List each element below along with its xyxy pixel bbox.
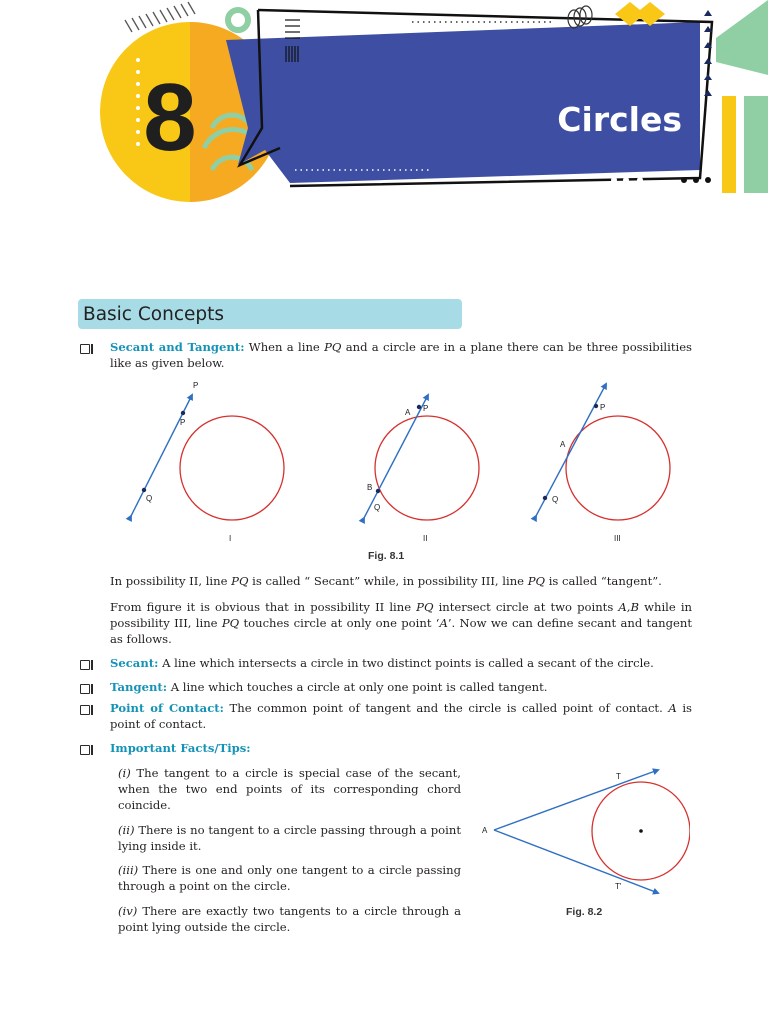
label-p-3: P (600, 403, 606, 412)
rings-icon (568, 6, 592, 28)
yellow-bar (722, 96, 736, 193)
label-t: T (616, 772, 621, 781)
circle-1 (180, 416, 284, 520)
bullet-box-icon (80, 745, 90, 755)
label-p-2: P (423, 404, 429, 413)
figure-8-1-caption: Fig. 8.1 (368, 550, 405, 562)
panel-label-1: I (229, 534, 232, 543)
label-a-fig2: A (482, 826, 488, 835)
bullet-box-icon (80, 344, 90, 354)
green-corner-shape (716, 0, 768, 75)
panel-label-2: II (423, 534, 428, 543)
fact-item: (ii) There is no tangent to a circle passing through a point lying inside it. (118, 823, 461, 853)
figure-8-2-caption: Fig. 8.2 (566, 906, 603, 918)
label-b-2: B (367, 483, 373, 492)
point-p-3 (594, 404, 598, 408)
figure-panel-3 (536, 384, 670, 543)
chapter-title: Circles (557, 100, 682, 139)
center-point (639, 829, 643, 833)
bullet-box-icon (80, 660, 90, 670)
green-bar (744, 96, 768, 193)
paragraph-possibility: In possibility II, line PQ is called “ Secant” while, in possibility III, line PQ is called “tangent”. (110, 574, 662, 588)
green-ring (228, 10, 248, 30)
point-p-1 (181, 411, 185, 415)
bullet-box-icon (80, 705, 90, 715)
paragraph-explanation: From figure it is obvious that in possibility II line PQ intersect circle at two points A,B while in possibility III, line PQ touches circle at only one point ‘A’. Now we can define secant and tangent as follows. (110, 600, 693, 646)
label-q-2: Q (374, 503, 381, 512)
figure-panel-2 (364, 395, 479, 543)
point-q-2 (376, 489, 380, 493)
secant-tangent-term: Secant and Tangent: (110, 340, 245, 354)
circle-3 (566, 416, 670, 520)
figure-panel-1 (131, 381, 284, 543)
label-t-prime: T' (615, 882, 622, 891)
bullet-box-icon (80, 684, 90, 694)
line-pq-2 (364, 395, 428, 518)
intro-paragraph: Secant and Tangent: When a line PQ and a circle are in a plane there can be three possibilities like as given below. (110, 340, 693, 370)
tangent-line-lower (494, 830, 658, 893)
facts-heading: Important Facts/Tips: (110, 741, 251, 755)
label-q-3: Q (552, 495, 559, 504)
panel-label-3: III (614, 534, 621, 543)
point-q-1 (142, 488, 146, 492)
definition-secant: Secant: A line which intersects a circle in two distinct points is called a secant of the circle. (110, 656, 654, 670)
label-a-3: A (560, 440, 566, 449)
figure-8-2 (470, 762, 690, 912)
fact-item: (i) The tangent to a circle is special case of the secant, when the two end points of its corresponding chord coincide. (118, 766, 461, 812)
point-p-2 (417, 405, 421, 409)
definition-point-of-contact: Point of Contact: The common point of tangent and the circle is called point of contact. A is point of contact. (110, 701, 693, 731)
fact-item: (iv) There are exactly two tangents to a circle through a point lying outside the circle. (118, 904, 461, 934)
figure-8-1 (110, 378, 710, 564)
point-q-3 (543, 496, 547, 500)
label-p-top-1: P (193, 381, 199, 390)
line-pq-3 (536, 384, 606, 516)
label-a-2: A (405, 408, 411, 417)
yellow-diamonds (615, 2, 665, 26)
chapter-number: 8 (143, 64, 193, 171)
tangent-line-upper (494, 770, 658, 830)
label-p-1: P (180, 418, 186, 427)
section-title: Basic Concepts (83, 304, 225, 325)
fact-item: (iii) There is one and only one tangent to a circle passing through a point on the circle. (118, 863, 461, 893)
definition-tangent: Tangent: A line which touches a circle at only one point is called tangent. (110, 680, 548, 694)
label-q-1: Q (146, 494, 153, 503)
